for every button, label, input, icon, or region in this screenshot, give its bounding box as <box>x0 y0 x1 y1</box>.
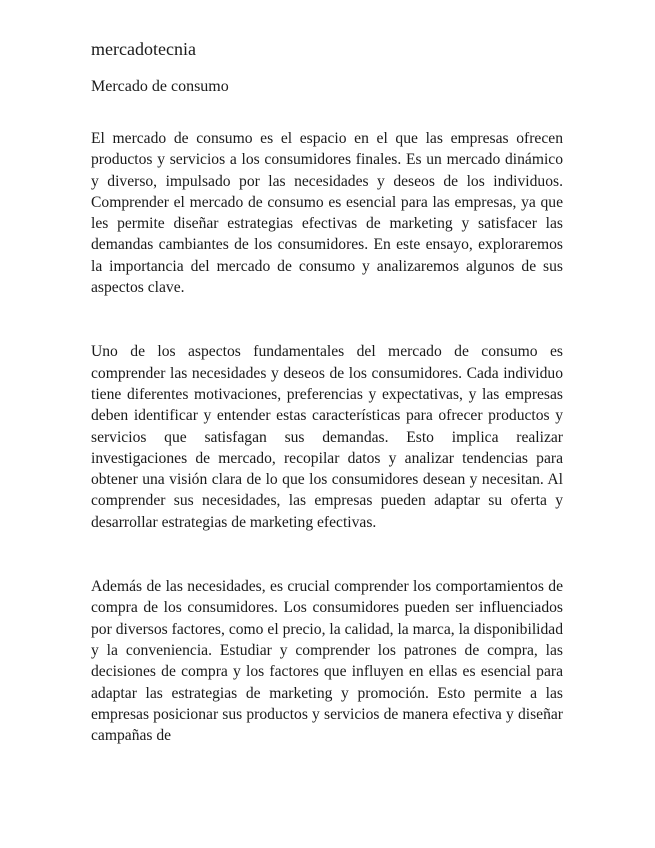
paragraph-behavior: Además de las necesidades, es crucial comprender los comportamientos de compra de los consumidores. Los consumidores pueden ser influenciados por diversos factores, como el precio, la calidad, la marca, la disponibilidad y la conveniencia. Estudiar y comprender los patrones de compra, las decisiones de compra y los factores que influyen en ellas es esencial para adaptar las estrategias de marketing y promoción. Esto permite a las empresas posicionar sus productos y servicios de manera efectiva y diseñar campañas de <box>91 578 563 745</box>
paragraph-needs: Uno de los aspectos fundamentales del mercado de consumo es comprender las necesidades y deseos de los consumidores. Cada individuo tiene diferentes motivaciones, preferencias y expectativas, y las empresas deben identificar y entender estas características para ofrecer productos y servicios que satisfagan sus demandas. Esto implica realizar investigaciones de mercado, recopilar datos y analizar tendencias para obtener una visión clara de lo que los consumidores desean y necesitan. Al comprender sus necesidades, las empresas pueden adaptar su oferta y desarrollar estrategias de marketing efectivas. <box>91 343 563 531</box>
document-subtitle: Mercado de consumo <box>91 78 229 95</box>
document-title: mercadotecnia <box>91 39 196 59</box>
document-page <box>91 36 563 789</box>
paragraph-intro: El mercado de consumo es el espacio en el que las empresas ofrecen productos y servicios a los consumidores finales. Es un mercado dinámico y diverso, impulsado por las necesidades y deseos de los individuos. Comprender el mercado de consumo es esencial para las empresas, ya que les permite diseñar estrategias efectivas de marketing y satisfacer las demandas cambiantes de los consumidores. En este ensayo, exploraremos la importancia del mercado de consumo y analizaremos algunos de sus aspectos clave. <box>91 130 563 297</box>
